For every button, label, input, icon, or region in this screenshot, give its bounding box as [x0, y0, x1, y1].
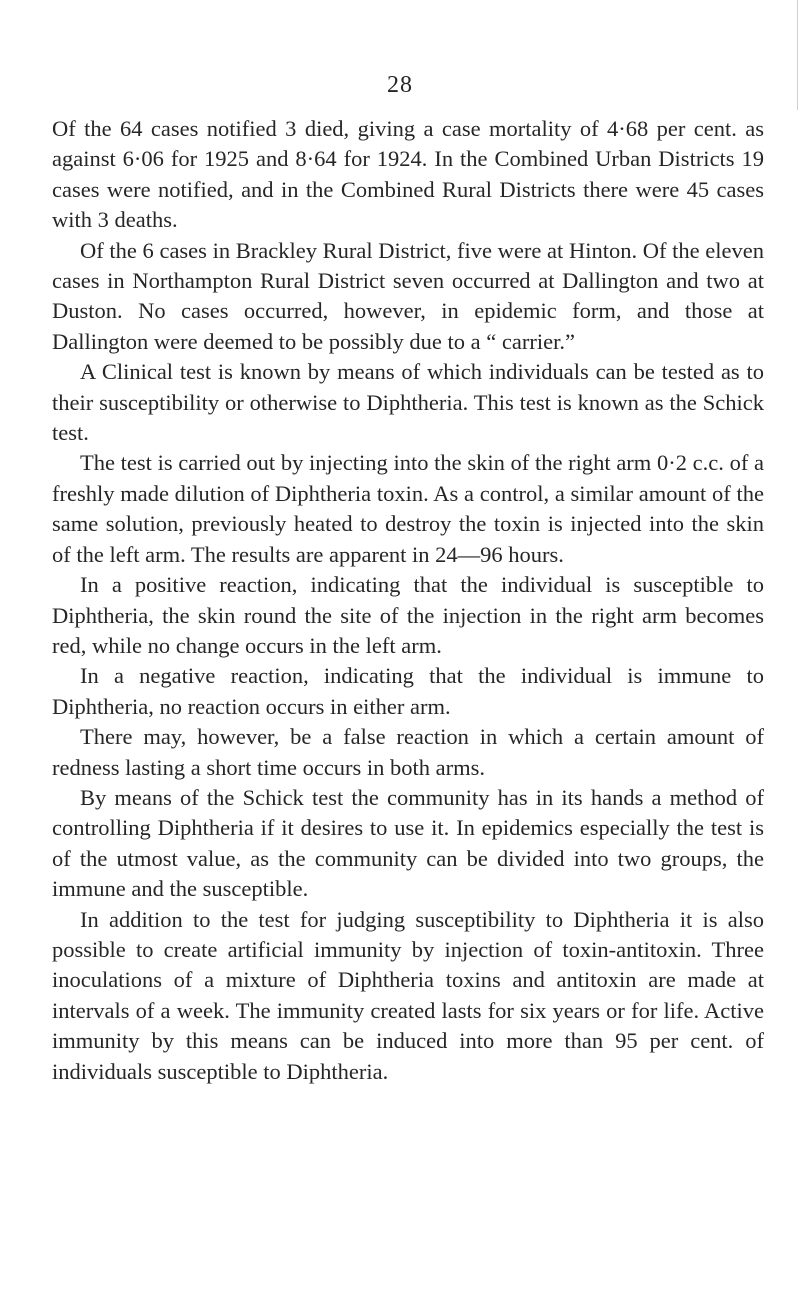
page-number: 28	[387, 72, 413, 98]
paragraph-negative-reaction: In a negative reaction, indicating that the individual is immune to Diphtheria, no reaction occurs in either arm.	[52, 663, 764, 719]
paragraph-false-reaction: There may, however, be a false reaction in which a certain amount of redness lasting a short time occurs in both arms.	[52, 724, 764, 780]
paragraph-mortality: Of the 64 cases notified 3 died, giving a case mortality of 4·68 per cent. as against 6·06 for 1925 and 8·64 for 1924. In the Combined Urban Districts 19 cases were notified, and in the Combined Rural Districts there were 45 cases with 3 deaths.	[52, 116, 764, 233]
paragraph-district-cases: Of the 6 cases in Brackley Rural District, five were at Hinton. Of the eleven cases in Northampton Rural District seven occurred at Dallington and two at Duston. No cases occurred, however, in epidemic form, and those at Dallington were deemed to be possibly due to a “ carrier.”	[52, 237, 764, 354]
body-text	[52, 114, 764, 1087]
paragraph-community-control: By means of the Schick test the community has in its hands a method of controlling Diphtheria if it desires to use it. In epidemics especially the test is of the utmost value, as the community can be divided into two groups, the immune and the susceptible.	[52, 784, 764, 902]
paragraph-test-procedure: The test is carried out by injecting into the skin of the right arm 0·2 c.c. of a freshly made dilution of Diphtheria toxin. As a control, a similar amount of the same solution, previously heated to destroy the toxin is injected into the skin of the left arm. The results are apparent in 24—96 hours.	[52, 450, 764, 567]
paragraph-artificial-immunity: In addition to the test for judging susceptibility to Diphtheria it is also possible to create artificial immunity by injection of toxin-antitoxin. Three inoculations of a mixture of Diphtheria toxins and antitoxin are made at intervals of a week. The immunity created lasts for six years or for life. Active immunity by this means can be induced into more than 95 per cent. of individuals susceptible to Diphtheria.	[52, 906, 764, 1084]
paragraph-schick-test-intro: A Clinical test is known by means of which individuals can be tested as to their susceptibility or otherwise to Diphtheria. This test is known as the Schick test.	[52, 359, 764, 446]
paragraph-positive-reaction: In a positive reaction, indicating that the individual is susceptible to Diphtheria, the skin round the site of the injection in the right arm becomes red, while no change occurs in the left arm.	[52, 572, 764, 658]
